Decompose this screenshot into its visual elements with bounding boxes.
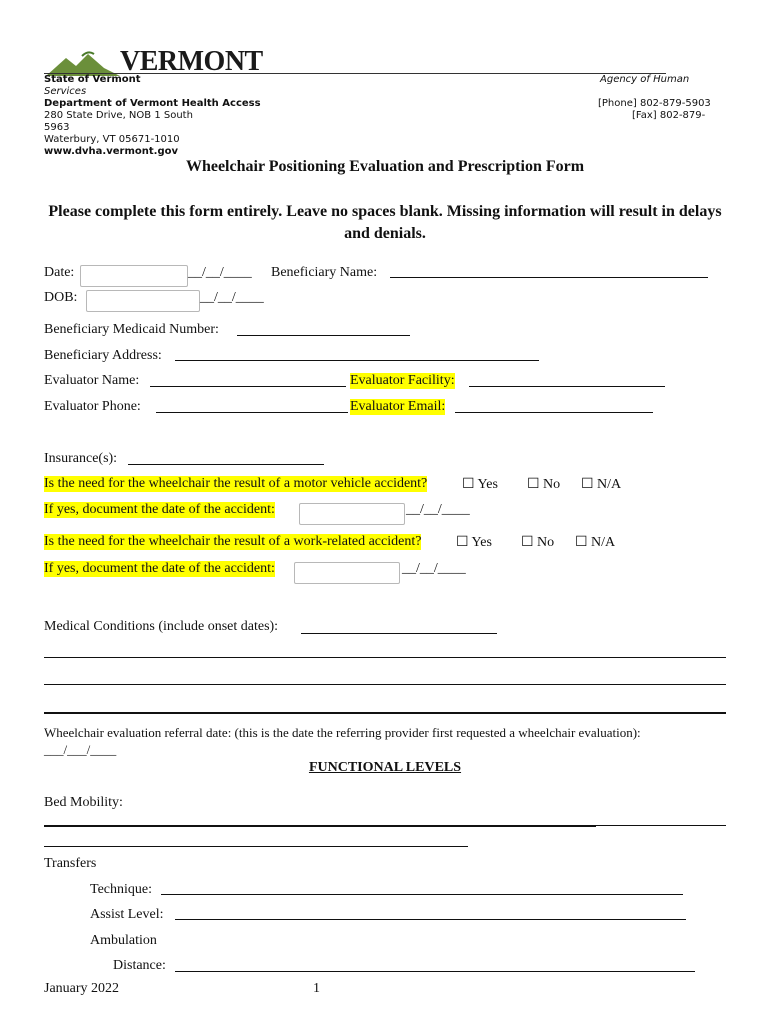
- page-number: 1: [313, 981, 320, 996]
- medical-line-2[interactable]: [44, 684, 726, 685]
- insurance-field[interactable]: [128, 464, 324, 465]
- evaluator-phone-label: Evaluator Phone:: [44, 399, 141, 414]
- motor-date-label: If yes, document the date of the accident:: [44, 502, 275, 517]
- form-instructions: Please complete this form entirely. Leave no spaces blank. Missing information will result in delays and denials.: [48, 203, 722, 242]
- motor-no-checkbox[interactable]: ☐ No: [527, 477, 561, 492]
- date-input[interactable]: [80, 265, 188, 287]
- evaluator-email-label: Evaluator Email:: [350, 399, 446, 414]
- department-name: Department of Vermont Health Access: [44, 98, 261, 109]
- medical-line-1[interactable]: [44, 657, 726, 658]
- state-name: State of Vermont: [44, 74, 141, 85]
- address-line-1: 280 State Drive, NOB 1 South: [44, 110, 193, 121]
- ambulation-label: Ambulation: [90, 933, 157, 948]
- evaluator-facility-label: Evaluator Facility:: [350, 373, 455, 388]
- footer-date: January 2022: [44, 981, 120, 996]
- work-related-question: Is the need for the wheelchair the result of a work-related accident?: [44, 534, 422, 549]
- date-slashes: __/__/____: [188, 265, 252, 280]
- evaluator-phone-field[interactable]: [156, 412, 348, 413]
- evaluator-email-field[interactable]: [455, 412, 653, 413]
- medicaid-number-label: Beneficiary Medicaid Number:: [44, 322, 219, 337]
- technique-field[interactable]: [161, 894, 683, 895]
- section-divider: [44, 712, 726, 714]
- medicaid-number-field[interactable]: [237, 335, 410, 336]
- phone-number: [Phone] 802-879-5903: [598, 98, 711, 109]
- form-title: Wheelchair Positioning Evaluation and Prescription Form: [185, 158, 585, 175]
- address-line-3: Waterbury, VT 05671-1010: [44, 134, 180, 145]
- distance-label: Distance:: [113, 958, 166, 973]
- motor-date-slashes: __/__/____: [406, 502, 470, 517]
- medical-conditions-field[interactable]: [301, 633, 497, 634]
- dob-label: DOB:: [44, 290, 78, 305]
- medical-conditions-label: Medical Conditions (include onset dates):: [44, 619, 279, 634]
- functional-levels-heading: FUNCTIONAL LEVELS: [308, 760, 462, 775]
- referral-date-text: Wheelchair evaluation referral date: (this is the date the referring provider first requested a wheelchair evaluation):: [44, 725, 641, 740]
- dob-slashes: __/__/____: [200, 290, 264, 305]
- evaluator-facility-field[interactable]: [469, 386, 665, 387]
- address-line-2: 5963: [44, 122, 70, 133]
- website-link[interactable]: www.dvha.vermont.gov: [44, 146, 178, 157]
- work-yes-checkbox[interactable]: ☐ Yes: [456, 535, 492, 550]
- beneficiary-name-label: Beneficiary Name:: [271, 265, 378, 280]
- date-label: Date:: [44, 265, 75, 280]
- address-field[interactable]: [175, 360, 539, 361]
- insurance-label: Insurance(s):: [44, 451, 118, 466]
- beneficiary-name-field[interactable]: [390, 277, 708, 278]
- work-date-input[interactable]: [294, 562, 400, 584]
- bed-mobility-label: Bed Mobility:: [44, 795, 123, 810]
- assist-level-field[interactable]: [175, 919, 686, 920]
- evaluator-name-field[interactable]: [150, 386, 346, 387]
- evaluator-name-label: Evaluator Name:: [44, 373, 140, 388]
- work-date-slashes: __/__/____: [402, 561, 466, 576]
- assist-level-label: Assist Level:: [90, 907, 164, 922]
- bed-mobility-line-1b[interactable]: [596, 825, 726, 826]
- services-text: Services: [44, 86, 87, 97]
- fax-number: [Fax] 802-879-: [632, 110, 706, 121]
- work-date-label: If yes, document the date of the accident:: [44, 561, 275, 576]
- motor-na-checkbox[interactable]: ☐ N/A: [581, 477, 622, 492]
- motor-vehicle-question: Is the need for the wheelchair the result of a motor vehicle accident?: [44, 476, 428, 491]
- distance-field[interactable]: [175, 971, 695, 972]
- logo-wordmark: VERMONT: [120, 46, 263, 77]
- bed-mobility-line-1[interactable]: [44, 825, 596, 827]
- address-label: Beneficiary Address:: [44, 348, 162, 363]
- motor-yes-checkbox[interactable]: ☐ Yes: [462, 477, 498, 492]
- agency-name: Agency of Human: [600, 74, 690, 85]
- dob-input[interactable]: [86, 290, 200, 312]
- transfers-label: Transfers: [44, 856, 97, 871]
- referral-date-slashes[interactable]: ___/___/____: [44, 742, 117, 757]
- work-na-checkbox[interactable]: ☐ N/A: [575, 535, 616, 550]
- work-no-checkbox[interactable]: ☐ No: [521, 535, 555, 550]
- technique-label: Technique:: [90, 882, 152, 897]
- motor-date-input[interactable]: [299, 503, 405, 525]
- bed-mobility-line-2[interactable]: [44, 846, 468, 847]
